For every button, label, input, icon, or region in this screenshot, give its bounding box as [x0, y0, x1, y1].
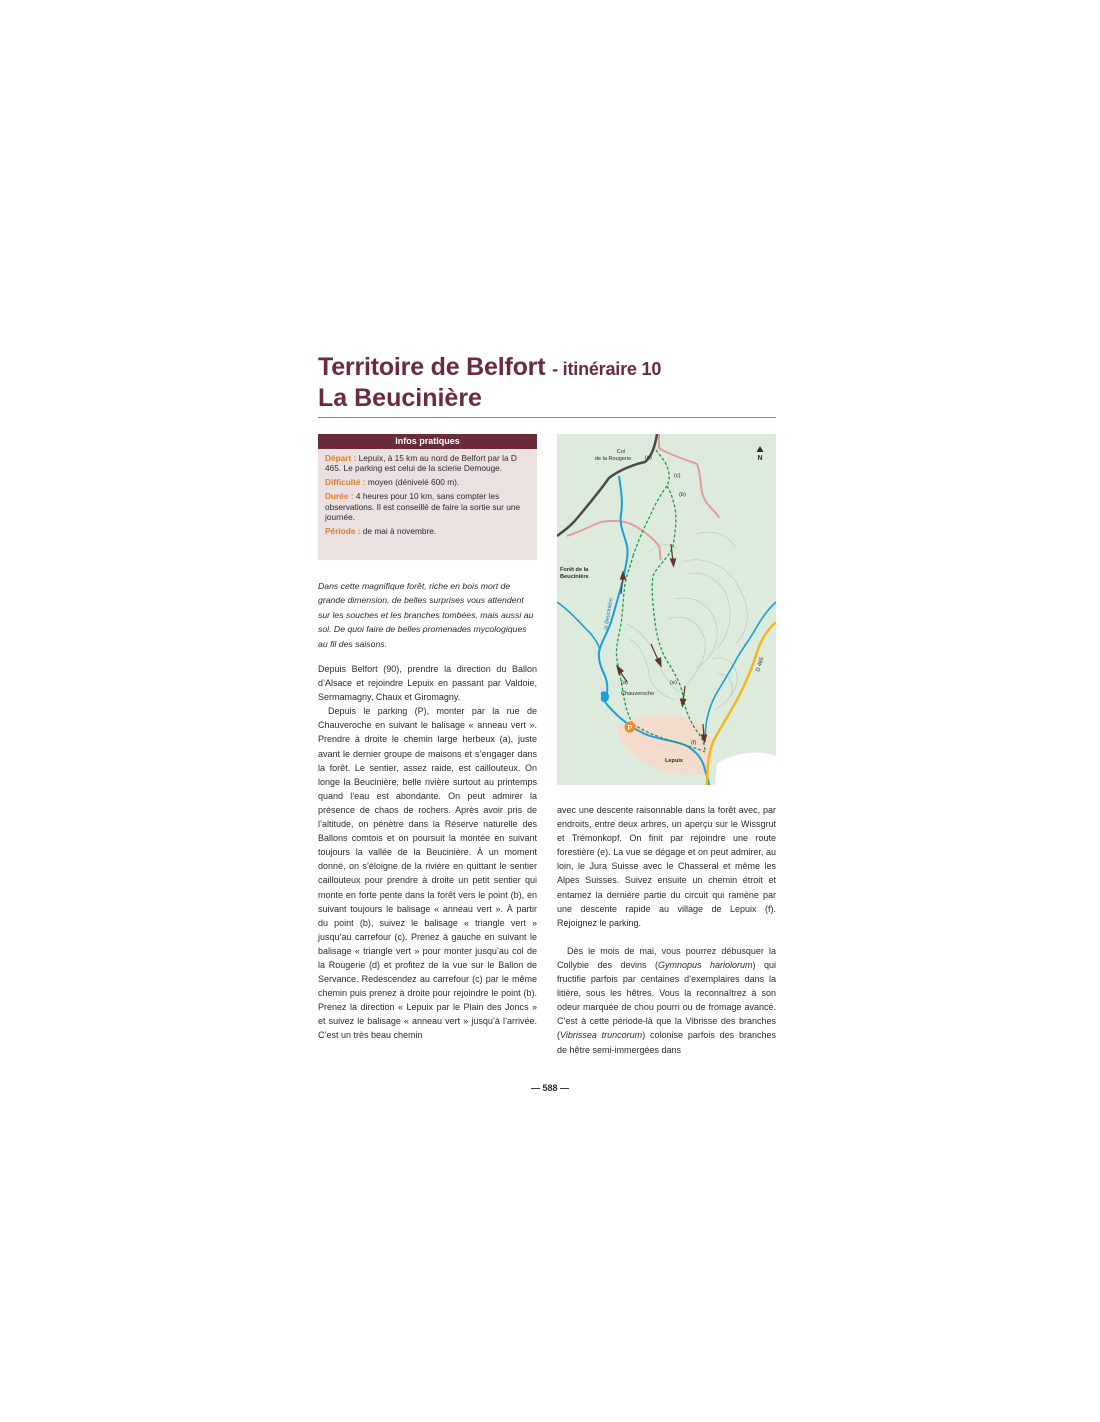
map-label-point-b: (b) — [679, 492, 686, 498]
body-column-left — [318, 662, 537, 1043]
map-label-road: D 465 — [755, 656, 766, 673]
walk-name: La Beucinière — [318, 384, 482, 412]
map-label-point-c: (c) — [674, 473, 681, 479]
body-column-right — [557, 803, 776, 1057]
paragraph-route: Depuis le parking (P), monter par la rue de Chauveroche en suivant le balisage « anneau vert ». Prendre à droite le chemin large herbeux (a), juste avant le dernier groupe de maisons et s’engager dans la forêt. Le sentier, assez raide, est caillouteux. On longe la Beucinière, belle rivière surtout au printemps quand l’eau est abondante. On peut admirer la présence de chaos de rochers. Après avoir pris de l’altitude, on pénètre dans la Réserve naturelle des Ballons comtois et on poursuit la montée en suivant toujours la vallée de la Beucinière. À un moment donné, on s’éloigne de la rivière en quittant le sentier caillouteux pour prendre à droite un petit sentier qui monte en forte pente dans la forêt vers le point (b), en suivant toujours le balisage « anneau vert ». À partir du point (b), suivez le balisage « triangle vert » jusqu’au carrefour (c). Prenez à gauche en suivant le balisage « triangle vert » pour monter jusqu’au col de la Rougerie (d) et profitez de la vue sur le Ballon de Servance. Redescendez au carrefour (c) par le même chemin puis prenez à droite pour rejoindre le point (b). Prenez la direction « Lepuix par le Plain des Joncs » et suivez le balisage « anneau vert » jusqu’à l’arrivée. C’est un très beau chemin — [318, 706, 537, 1041]
map-label-col: Col — [616, 449, 626, 455]
route-map — [557, 434, 776, 785]
map-label-river: la Beucinière — [603, 597, 615, 631]
itinerary-number: - itinéraire 10 — [552, 359, 662, 379]
info-difficulte: Difficulté : moyen (dénivelé 600 m). — [325, 477, 460, 488]
info-periode: Période : de mai à novembre. — [325, 525, 437, 536]
title-divider — [318, 417, 776, 418]
paragraph-species: Dès le mois de mai, vous pourrez débusquer la Collybie des devins (Gymnopus hariolorum) qui fructifie parfois par centaines d’exemplaires dans la litière, sous les hêtres. Vous la reconnaîtrez à son odeur marquée de chou pourri ou de fromage avancé. C’est à cette période-là que la Vibrisse des branches (Vibrissea truncorum) colonise parfois des branches de hêtre semi-immergées dans — [557, 945, 776, 1055]
info-box-heading: Infos pratiques — [318, 434, 537, 449]
map-label-point-f: (f) — [691, 740, 697, 746]
map-label-chauveroche: Chauveroche — [621, 691, 655, 697]
paragraph-access: Depuis Belfort (90), prendre la direction du Ballon d’Alsace et rejoindre Lepuix en passant par Valdoie, Sermamagny, Chaux et Giromagny. — [318, 664, 537, 703]
page-title — [318, 353, 788, 413]
map-label-point-a: (a) — [621, 680, 628, 686]
map-label-point-e: (e) — [670, 680, 677, 686]
map-label-lepuix: Lepuix — [665, 758, 684, 764]
map-label-point-d: (d) — [645, 455, 652, 461]
map-label-forest-name: Beucinière — [560, 574, 589, 580]
map-label-forest: Forêt de la — [560, 567, 589, 573]
region-title: Territoire de Belfort — [318, 353, 546, 381]
map-label-col-name: de la Rougerie — [594, 456, 632, 462]
paragraph-route-end: avec une descente raisonnable dans la forêt avec, par endroits, entre deux arbres, un aperçu sur le Wissgrut et Trémonkopf. On finit par rejoindre une route forestière (e). La vue se dégage et on peut admirer, au loin, le Jura Suisse avec le Chasseral et même les Alpes Suisses. Suivez ensuite un chemin étroit et entamez la dernière partie du circuit qui ramène par une descente rapide au village de Lepuix (f). Rejoignez le parking. — [557, 805, 776, 928]
info-duree: Durée : 4 heures pour 10 km, sans compter les observations. Il est conseillé de faire la sortie sur une journée. — [325, 491, 521, 523]
parking-label: P — [627, 725, 633, 732]
intro-paragraph: Dans cette magnifique forêt, riche en bois mort de grande dimension, de belles surprises vous attendent sur les souches et les branches tombées, mais aussi au sol. De quoi faire de belles promenades mycologiques au fil des saisons. — [318, 581, 534, 649]
info-depart: Départ : Lepuix, à 15 km au nord de Belfort par la D 465. Le parking est celui de la scierie Demouge. — [325, 453, 517, 474]
north-label: N — [757, 455, 763, 462]
page-number: — 588 — — [530, 1083, 570, 1093]
info-box — [318, 434, 537, 560]
